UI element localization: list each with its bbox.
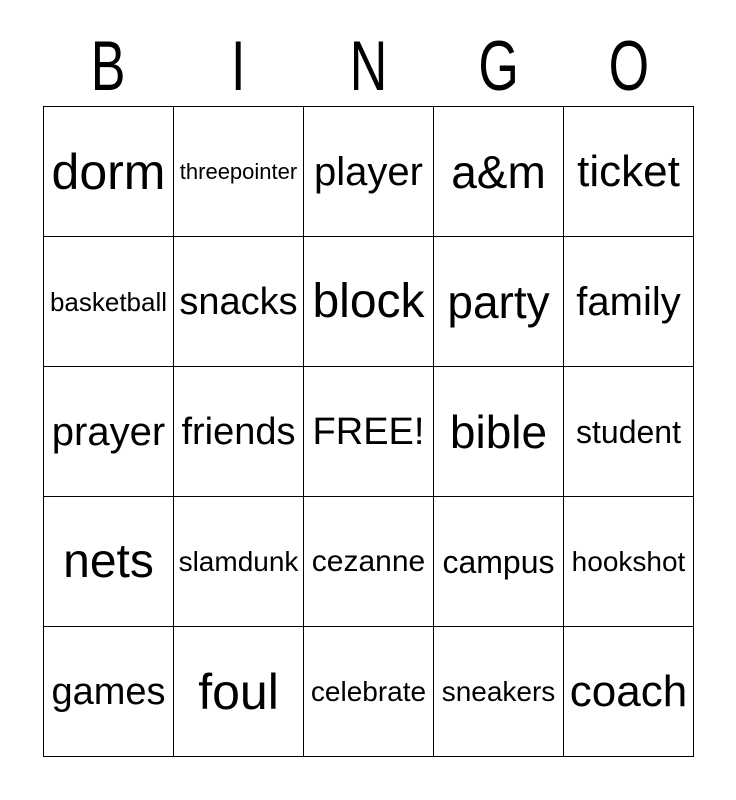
bingo-header bbox=[43, 0, 694, 106]
bingo-letter-n: N bbox=[349, 27, 388, 107]
cell-r1c5[interactable]: ticket bbox=[564, 107, 694, 237]
cell-r4c1[interactable]: nets bbox=[44, 497, 174, 627]
cell-r5c2[interactable]: foul bbox=[174, 627, 304, 757]
cell-r2c5[interactable]: family bbox=[564, 237, 694, 367]
bingo-grid bbox=[43, 106, 694, 757]
cell-r5c4[interactable]: sneakers bbox=[434, 627, 564, 757]
cell-r1c1[interactable]: dorm bbox=[44, 107, 174, 237]
bingo-letter-g: G bbox=[478, 27, 519, 107]
bingo-letter-b: B bbox=[90, 27, 126, 107]
bingo-card bbox=[43, 0, 694, 757]
cell-r2c3[interactable]: block bbox=[304, 237, 434, 367]
cell-r1c3[interactable]: player bbox=[304, 107, 434, 237]
cell-r5c1[interactable]: games bbox=[44, 627, 174, 757]
bingo-letter-o: O bbox=[608, 27, 650, 107]
bingo-letter-i: I bbox=[231, 27, 246, 107]
cell-r5c3[interactable]: celebrate bbox=[304, 627, 434, 757]
cell-r3c1[interactable]: prayer bbox=[44, 367, 174, 497]
cell-r1c2[interactable]: threepointer bbox=[174, 107, 304, 237]
cell-r2c1[interactable]: basketball bbox=[44, 237, 174, 367]
cell-r4c4[interactable]: campus bbox=[434, 497, 564, 627]
cell-r1c4[interactable]: a&m bbox=[434, 107, 564, 237]
cell-r3c4[interactable]: bible bbox=[434, 367, 564, 497]
cell-r4c5[interactable]: hookshot bbox=[564, 497, 694, 627]
cell-r3c2[interactable]: friends bbox=[174, 367, 304, 497]
cell-r5c5[interactable]: coach bbox=[564, 627, 694, 757]
cell-r2c4[interactable]: party bbox=[434, 237, 564, 367]
cell-r3c5[interactable]: student bbox=[564, 367, 694, 497]
cell-r4c2[interactable]: slamdunk bbox=[174, 497, 304, 627]
cell-r4c3[interactable]: cezanne bbox=[304, 497, 434, 627]
free-space-cell[interactable]: FREE! bbox=[304, 367, 434, 497]
cell-r2c2[interactable]: snacks bbox=[174, 237, 304, 367]
